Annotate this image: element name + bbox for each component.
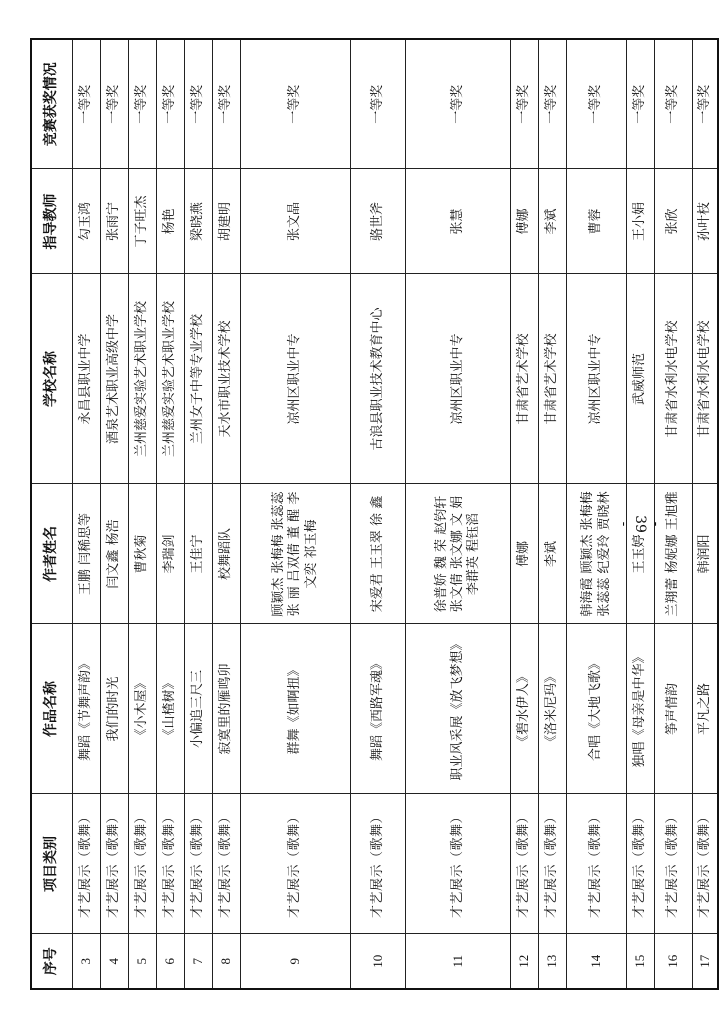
header-teacher: 指导教师 bbox=[31, 169, 73, 274]
cell-category: 才艺展示（歌舞） bbox=[655, 794, 693, 934]
cell-award: 一等奖 bbox=[185, 39, 213, 169]
cell-category: 才艺展示（歌舞） bbox=[693, 794, 718, 934]
cell-no: 8 bbox=[213, 934, 241, 989]
cell-work: 我们的时光 bbox=[101, 624, 129, 794]
cell-authors: 顾颖杰 张梅梅 张蕊蕊 张 丽 吕双倩 董 醒 李文奕 祁玉梅 bbox=[241, 484, 351, 624]
header-work: 作品名称 bbox=[31, 624, 73, 794]
table-row bbox=[406, 39, 511, 989]
cell-award: 一等奖 bbox=[129, 39, 157, 169]
cell-no: 15 bbox=[627, 934, 655, 989]
cell-award: 一等奖 bbox=[157, 39, 185, 169]
cell-school: 凉州区职业中专 bbox=[241, 274, 351, 484]
table-row bbox=[655, 39, 693, 989]
cell-work: 寂寞里的雁鸣卯 bbox=[213, 624, 241, 794]
cell-authors: 李瑞剑 bbox=[157, 484, 185, 624]
cell-authors: 韩润阳 bbox=[693, 484, 718, 624]
cell-category: 才艺展示（歌舞） bbox=[627, 794, 655, 934]
table-row bbox=[213, 39, 241, 989]
cell-award: 一等奖 bbox=[73, 39, 101, 169]
cell-teacher: 张慧 bbox=[406, 169, 511, 274]
cell-category: 才艺展示（歌舞） bbox=[185, 794, 213, 934]
cell-school: 甘肃省水利水电学校 bbox=[655, 274, 693, 484]
cell-authors: 李斌 bbox=[539, 484, 567, 624]
cell-category: 才艺展示（歌舞） bbox=[406, 794, 511, 934]
document-page bbox=[30, 40, 712, 990]
cell-award: 一等奖 bbox=[567, 39, 627, 169]
cell-school: 甘肃省水利水电学校 bbox=[693, 274, 718, 484]
cell-work: 《山楂树》 bbox=[157, 624, 185, 794]
cell-teacher: 李斌 bbox=[539, 169, 567, 274]
cell-work: 职业风采展《放飞梦想》 bbox=[406, 624, 511, 794]
cell-award: 一等奖 bbox=[406, 39, 511, 169]
cell-authors: 闫文鑫 杨浩 bbox=[101, 484, 129, 624]
cell-award: 一等奖 bbox=[655, 39, 693, 169]
cell-no: 4 bbox=[101, 934, 129, 989]
cell-work: 平凡之路 bbox=[693, 624, 718, 794]
cell-no: 12 bbox=[511, 934, 539, 989]
cell-award: 一等奖 bbox=[351, 39, 406, 169]
cell-teacher: 梁晓燕 bbox=[185, 169, 213, 274]
header-school: 学校名称 bbox=[31, 274, 73, 484]
table-row bbox=[567, 39, 627, 989]
cell-teacher: 骆世斧 bbox=[351, 169, 406, 274]
header-authors: 作者姓名 bbox=[31, 484, 73, 624]
cell-school: 兰州慈爱实验艺术职业学校 bbox=[157, 274, 185, 484]
awards-table bbox=[30, 38, 719, 990]
cell-category: 才艺展示（歌舞） bbox=[213, 794, 241, 934]
cell-teacher: 张欣 bbox=[655, 169, 693, 274]
cell-no: 7 bbox=[185, 934, 213, 989]
cell-school: 凉州区职业中专 bbox=[567, 274, 627, 484]
cell-no: 11 bbox=[406, 934, 511, 989]
cell-teacher: 孙叶枝 bbox=[693, 169, 718, 274]
cell-category: 才艺展示（歌舞） bbox=[511, 794, 539, 934]
table-row bbox=[101, 39, 129, 989]
cell-teacher: 傅娜 bbox=[511, 169, 539, 274]
cell-work: 《小木屋》 bbox=[129, 624, 157, 794]
table-row bbox=[539, 39, 567, 989]
cell-award: 一等奖 bbox=[627, 39, 655, 169]
cell-work: 《碧水伊人》 bbox=[511, 624, 539, 794]
table-row bbox=[73, 39, 101, 989]
cell-authors: 王鹏 闫稀思等 bbox=[73, 484, 101, 624]
cell-work: 群舞《如啊扭》 bbox=[241, 624, 351, 794]
cell-authors: 王佳宁 bbox=[185, 484, 213, 624]
cell-school: 甘肃省艺术学校 bbox=[511, 274, 539, 484]
cell-work: 舞蹈《节舞声韵》 bbox=[73, 624, 101, 794]
table-row bbox=[185, 39, 213, 989]
cell-category: 才艺展示（歌舞） bbox=[567, 794, 627, 934]
cell-award: 一等奖 bbox=[539, 39, 567, 169]
cell-no: 10 bbox=[351, 934, 406, 989]
cell-school: 武威师范 bbox=[627, 274, 655, 484]
cell-category: 才艺展示（歌舞） bbox=[539, 794, 567, 934]
cell-school: 天水市职业技术学校 bbox=[213, 274, 241, 484]
page-number: - 39 - bbox=[616, 515, 664, 533]
cell-authors: 王玉婷 bbox=[627, 484, 655, 624]
cell-award: 一等奖 bbox=[213, 39, 241, 169]
cell-no: 14 bbox=[567, 934, 627, 989]
cell-school: 酒泉艺术职业高级中学 bbox=[101, 274, 129, 484]
cell-teacher: 曹蓉 bbox=[567, 169, 627, 274]
cell-category: 才艺展示（歌舞） bbox=[351, 794, 406, 934]
cell-work: 舞蹈《西路军魂》 bbox=[351, 624, 406, 794]
header-award: 竞赛获奖情况 bbox=[31, 39, 73, 169]
cell-no: 3 bbox=[73, 934, 101, 989]
cell-no: 5 bbox=[129, 934, 157, 989]
cell-authors: 曹秋菊 bbox=[129, 484, 157, 624]
cell-no: 17 bbox=[693, 934, 718, 989]
cell-authors: 傅娜 bbox=[511, 484, 539, 624]
cell-school: 甘肃省艺术学校 bbox=[539, 274, 567, 484]
cell-work: 《洛米尼玛》 bbox=[539, 624, 567, 794]
cell-award: 一等奖 bbox=[241, 39, 351, 169]
cell-teacher: 丁子旺杰 bbox=[129, 169, 157, 274]
cell-award: 一等奖 bbox=[511, 39, 539, 169]
table-row bbox=[157, 39, 185, 989]
cell-no: 9 bbox=[241, 934, 351, 989]
table-row bbox=[241, 39, 351, 989]
cell-work: 小偏追三尺三 bbox=[185, 624, 213, 794]
cell-category: 才艺展示（歌舞） bbox=[241, 794, 351, 934]
header-no: 序号 bbox=[31, 934, 73, 989]
table-row bbox=[511, 39, 539, 989]
cell-school: 古浪县职业技术教育中心 bbox=[351, 274, 406, 484]
cell-no: 6 bbox=[157, 934, 185, 989]
cell-work: 合唱《大地飞歌》 bbox=[567, 624, 627, 794]
cell-authors: 宋爱君 王玉翠 徐 鑫 bbox=[351, 484, 406, 624]
cell-no: 13 bbox=[539, 934, 567, 989]
cell-school: 凉州区职业中专 bbox=[406, 274, 511, 484]
cell-teacher: 王小娟 bbox=[627, 169, 655, 274]
table-row bbox=[693, 39, 718, 989]
cell-authors: 徐普娇 魏 荣 赵钧轩 张文倩 张文娜 文 娟 李群英 程钰滔 bbox=[406, 484, 511, 624]
cell-category: 才艺展示（歌舞） bbox=[73, 794, 101, 934]
cell-category: 才艺展示（歌舞） bbox=[157, 794, 185, 934]
cell-category: 才艺展示（歌舞） bbox=[129, 794, 157, 934]
cell-authors: 兰翔蕾 杨妮娜 王旭雅 bbox=[655, 484, 693, 624]
cell-school: 兰州女子中等专业学校 bbox=[185, 274, 213, 484]
cell-authors: 韩海霞 顾颖杰 张梅梅 张蕊蕊 纪爱玲 贾晓林 bbox=[567, 484, 627, 624]
table-row bbox=[351, 39, 406, 989]
cell-work: 筝声情韵 bbox=[655, 624, 693, 794]
cell-teacher: 杨艳 bbox=[157, 169, 185, 274]
cell-school: 永昌县职业中学 bbox=[73, 274, 101, 484]
cell-teacher: 张雨宁 bbox=[101, 169, 129, 274]
cell-teacher: 张文晶 bbox=[241, 169, 351, 274]
table-row bbox=[627, 39, 655, 989]
cell-teacher: 胡建明 bbox=[213, 169, 241, 274]
cell-no: 16 bbox=[655, 934, 693, 989]
cell-school: 兰州慈爱实验艺术职业学校 bbox=[129, 274, 157, 484]
header-category: 项目类别 bbox=[31, 794, 73, 934]
cell-authors: 校舞蹈队 bbox=[213, 484, 241, 624]
cell-category: 才艺展示（歌舞） bbox=[101, 794, 129, 934]
cell-award: 一等奖 bbox=[101, 39, 129, 169]
cell-work: 独唱《母亲是中华》 bbox=[627, 624, 655, 794]
table-header-row bbox=[31, 39, 73, 989]
table-row bbox=[129, 39, 157, 989]
cell-teacher: 勾玉鸿 bbox=[73, 169, 101, 274]
cell-award: 一等奖 bbox=[693, 39, 718, 169]
